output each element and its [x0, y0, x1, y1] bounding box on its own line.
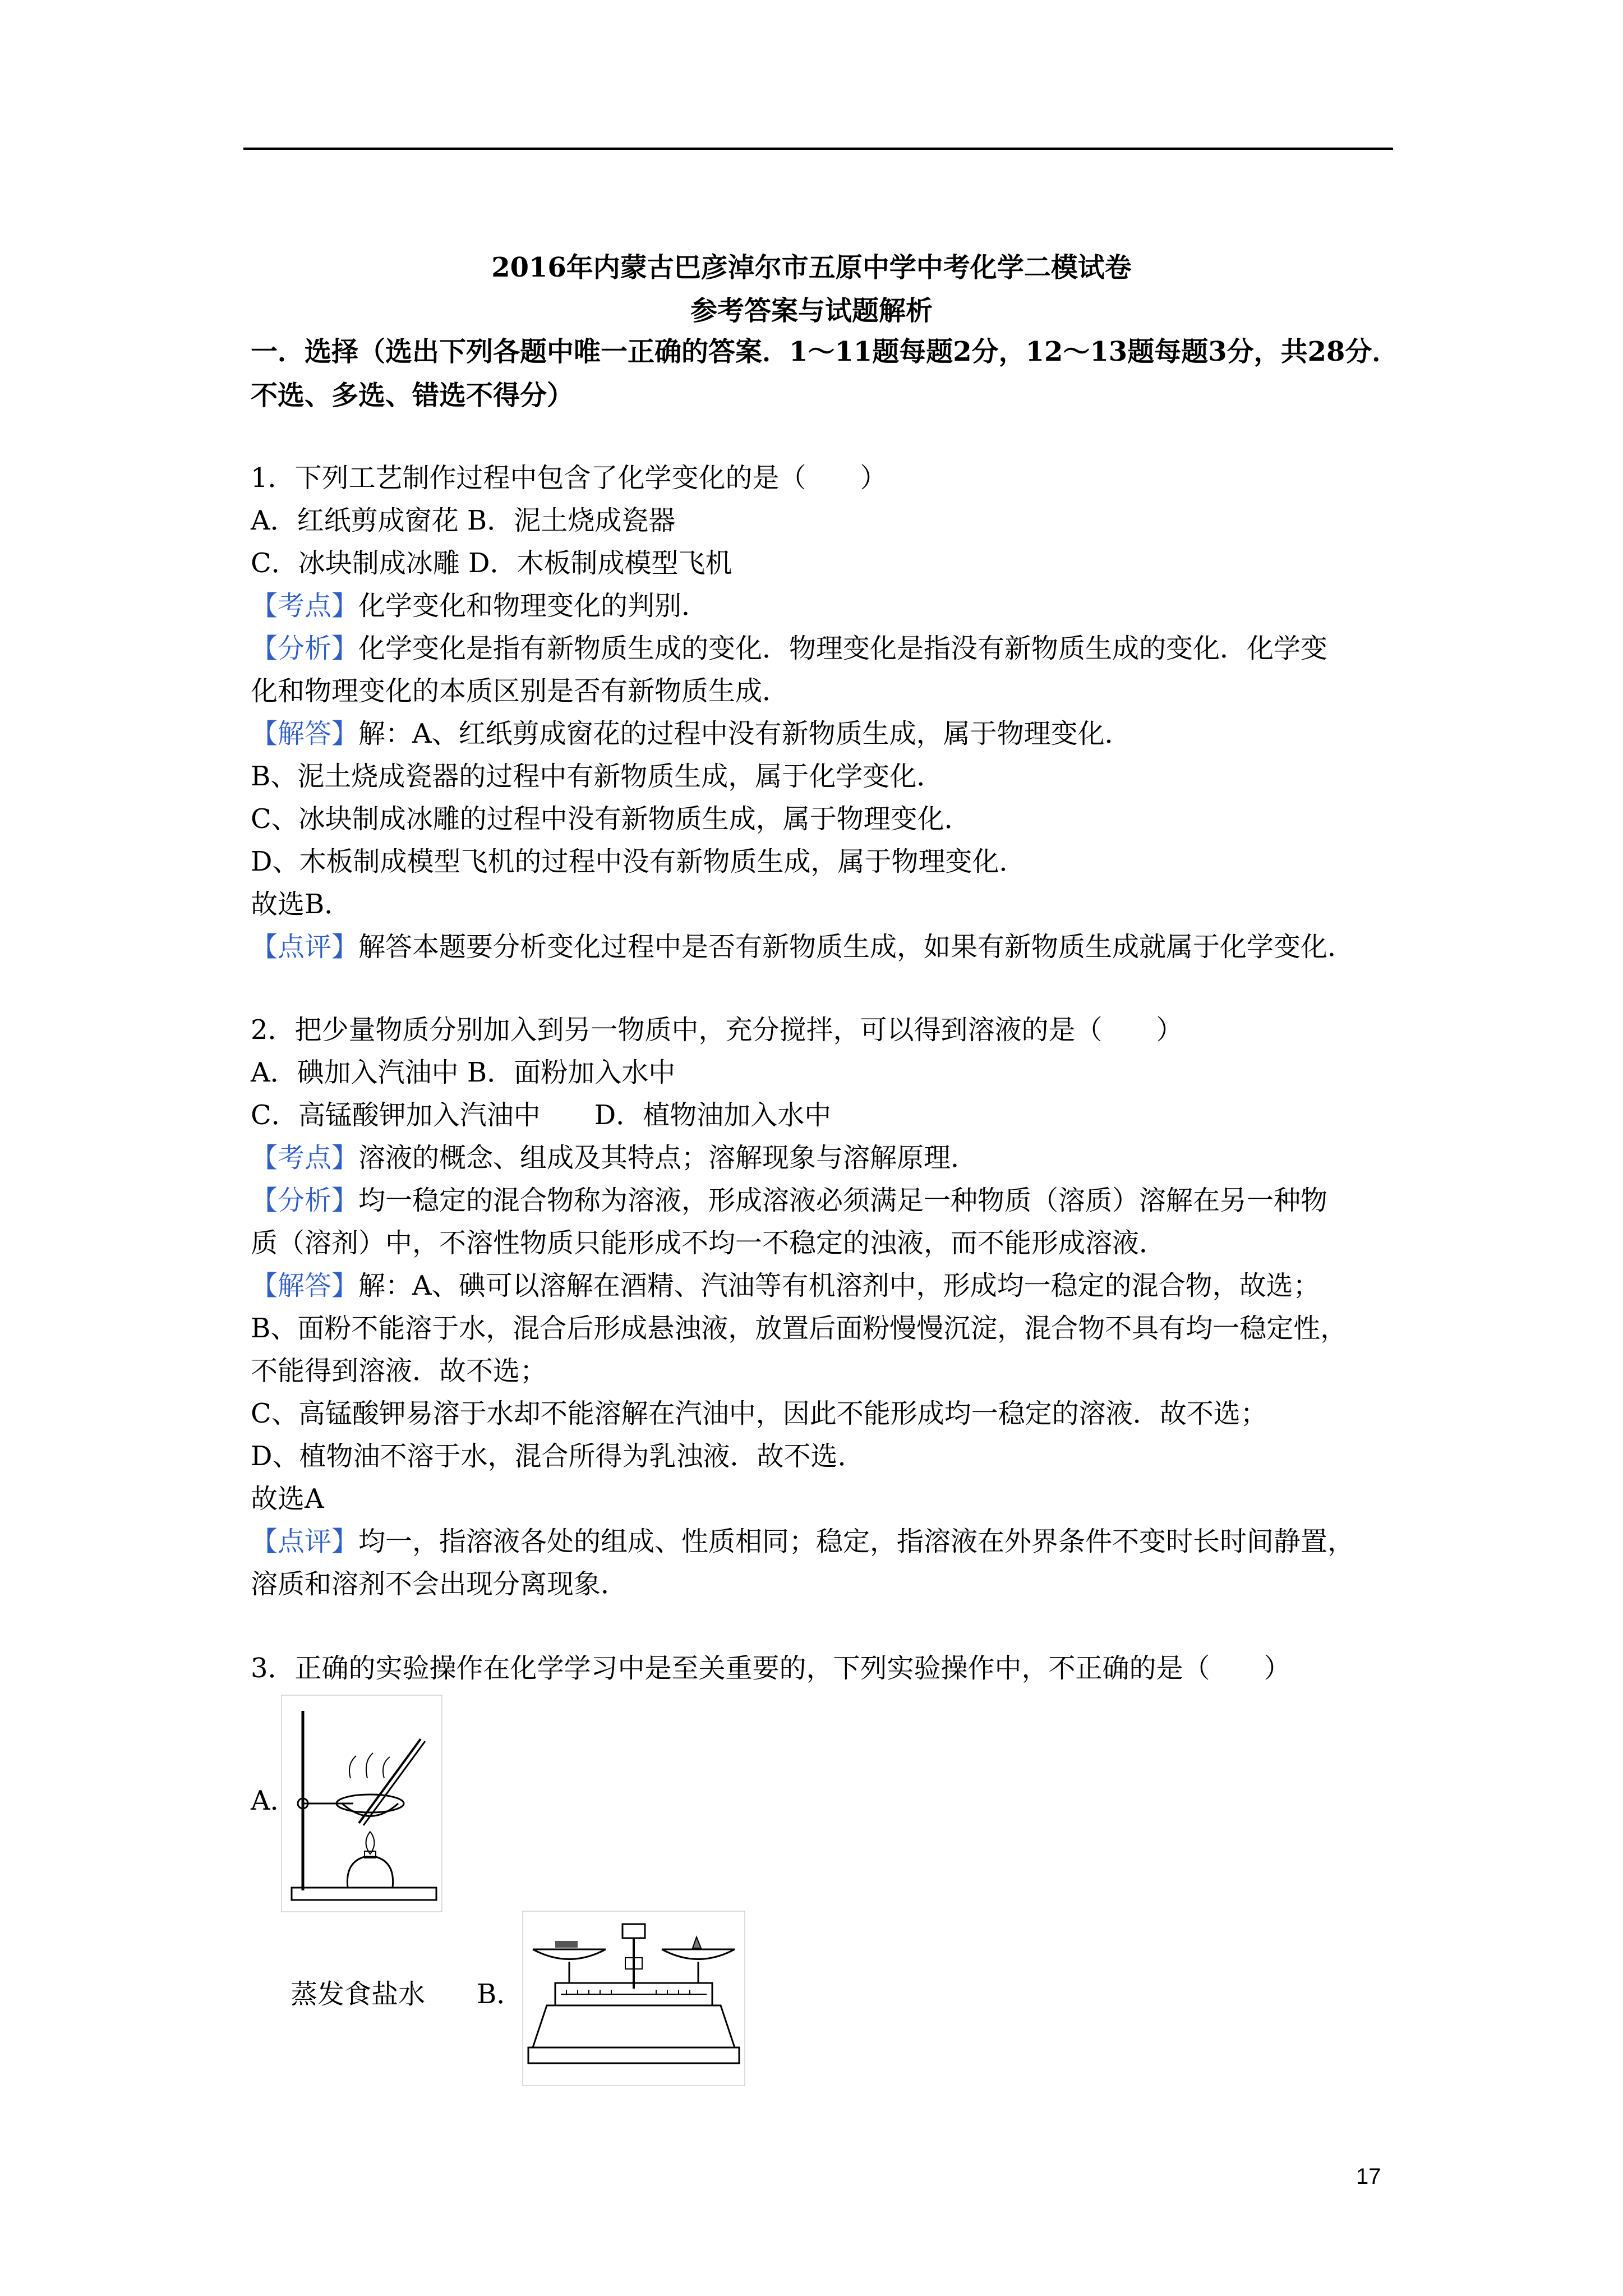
q3-option-b-label: B． [477, 1978, 524, 2010]
q2-jieda-text-1: 解：A、碘可以溶解在酒精、汽油等有机溶剂中，形成均一稳定的混合物，故选； [358, 1270, 1320, 1301]
doc-title: 2016年内蒙古巴彦淖尔市五原中学中考化学二模试卷 [491, 252, 1132, 283]
q2-kaodian-text: 溶液的概念、组成及其特点；溶解现象与溶解原理． [358, 1142, 978, 1174]
balance-scale-figure [522, 1910, 746, 2087]
q2-jieda-text-3: 不能得到溶液．故不选； [251, 1355, 547, 1387]
q1-kaodian [251, 589, 708, 623]
q2-fenxi-text-2: 质（溶剂）中，不溶性物质只能形成不均一不稳定的浊液，而不能形成溶液． [251, 1227, 1166, 1259]
fenxi-tag: 【分析】 [251, 633, 359, 664]
dianping-tag: 【点评】 [251, 1526, 359, 1557]
q1-jieda-text-1: 解：A、红纸剪成窗花的过程中没有新物质生成，属于物理变化． [358, 718, 1132, 749]
q1-fenxi-text-1: 化学变化是指有新物质生成的变化．物理变化是指没有新物质生成的变化．化学变 [358, 633, 1328, 664]
kaodian-tag: 【考点】 [251, 1142, 359, 1174]
dianping-tag: 【点评】 [251, 931, 359, 963]
q2-jieda [251, 1269, 1320, 1303]
header-rule [243, 148, 1393, 150]
q2-dianping-text-2: 溶质和溶剂不会出现分离现象． [251, 1568, 628, 1600]
q2-dianping [251, 1525, 1354, 1558]
q1-jieda-text-4: D、木板制成模型飞机的过程中没有新物质生成，属于物理变化． [251, 846, 1026, 877]
jieda-tag: 【解答】 [251, 1270, 359, 1301]
q1-jieda [251, 717, 1132, 751]
q1-fenxi-text-2: 化和物理变化的本质区别是否有新物质生成． [251, 675, 790, 707]
jieda-tag: 【解答】 [251, 718, 359, 749]
q2-jieda-text-5: D、植物油不溶于水，混合所得为乳浊液．故不选． [251, 1441, 865, 1472]
q2-dianping-text-1: 均一，指溶液各处的组成、性质相同；稳定，指溶液在外界条件不变时长时间静置， [358, 1526, 1355, 1557]
section-heading: 一．选择（选出下列各题中唯一正确的答案．1～11题每题2分，12～13题每题3分，共28分．不选、多选、错选不得分） [251, 336, 1399, 411]
fenxi-tag: 【分析】 [251, 1185, 359, 1216]
q1-fenxi [251, 632, 1327, 665]
q1-jieda-text-3: C、冰块制成冰雕的过程中没有新物质生成，属于物理变化． [251, 803, 971, 835]
q1-stem: 1．下列工艺制作过程中包含了化学变化的是（ ） [251, 462, 887, 494]
q1-kaodian-text: 化学变化和物理变化的判别． [358, 590, 709, 622]
q2-answer: 故选A [251, 1483, 324, 1515]
q1-options-cd: C．冰块制成冰雕 D．木板制成模型飞机 [251, 547, 732, 579]
q1-dianping [251, 930, 1354, 964]
q1-options-ab: A．红纸剪成窗花 B．泥土烧成瓷器 [251, 505, 676, 536]
q2-kaodian [251, 1141, 978, 1175]
q3-option-a-caption: 蒸发食盐水 [291, 1978, 426, 2010]
q2-options-ab: A．碘加入汽油中 B．面粉加入水中 [251, 1057, 676, 1088]
q1-jieda-text-2: B、泥土烧成瓷器的过程中有新物质生成，属于化学变化． [251, 761, 944, 792]
q2-stem: 2．把少量物质分别加入到另一物质中，充分搅拌，可以得到溶液的是（ ） [251, 1014, 1183, 1046]
q1-dianping-text: 解答本题要分析变化过程中是否有新物质生成，如果有新物质生成就属于化学变化． [358, 931, 1355, 963]
q2-jieda-text-4: C、高锰酸钾易溶于水却不能溶解在汽油中，因此不能形成均一稳定的溶液．故不选； [251, 1398, 1267, 1429]
evaporation-apparatus-figure [280, 1694, 443, 1913]
q3-option-a-label: A． [251, 1785, 297, 1816]
kaodian-tag: 【考点】 [251, 590, 359, 622]
q2-jieda-text-2: B、面粉不能溶于水，混合后形成悬浊液，放置后面粉慢慢沉淀，混合物不具有均一稳定性， [251, 1313, 1348, 1344]
doc-subtitle: 参考答案与试题解析 [690, 295, 933, 326]
page-number: 17 [1356, 2164, 1381, 2189]
q2-fenxi [251, 1184, 1327, 1217]
q2-fenxi-text-1: 均一稳定的混合物称为溶液，形成溶液必须满足一种物质（溶质）溶解在另一种物 [358, 1185, 1328, 1216]
q1-answer: 故选B． [251, 889, 352, 920]
q3-stem: 3．正确的实验操作在化学学习中是至关重要的，下列实验操作中，不正确的是（ ） [251, 1653, 1291, 1684]
q2-options-cd: C．高锰酸钾加入汽油中 D．植物油加入水中 [251, 1099, 832, 1131]
